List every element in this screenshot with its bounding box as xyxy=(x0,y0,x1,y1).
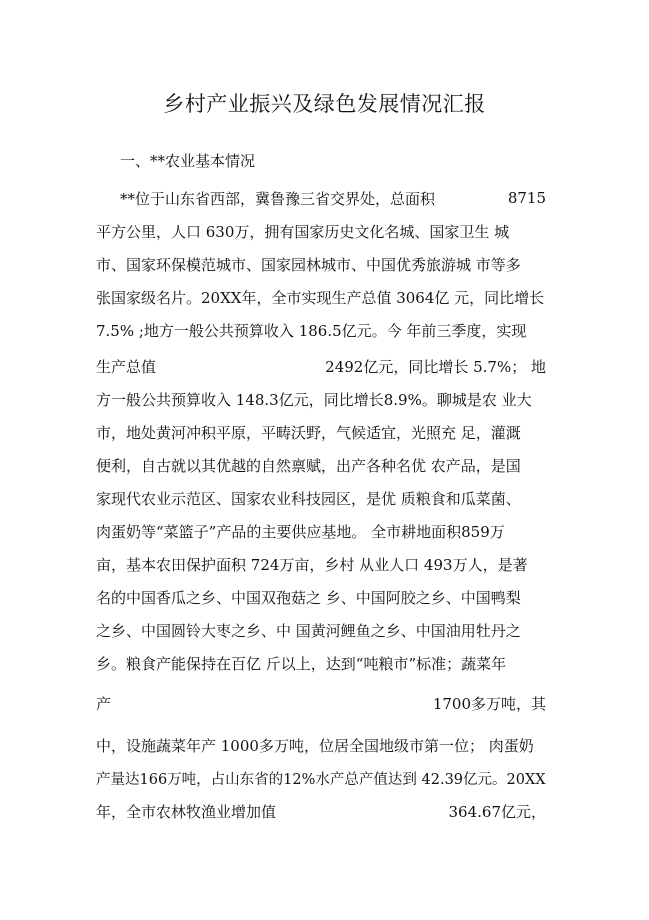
line-text: 名的中国香瓜之乡、中国双孢菇之 乡、中国阿胶之乡、中国鸭梨 xyxy=(96,588,521,607)
body-line-5 xyxy=(96,319,546,341)
body-line-1 xyxy=(120,187,546,209)
line-tail: 364.67亿元， xyxy=(448,802,546,821)
line-tail: 2492亿元，同比增长 5.7%； 地 xyxy=(325,357,546,376)
line-text: **位于山东省西部，冀鲁豫三省交界处，总面积 xyxy=(120,189,436,208)
line-text: 7.5% ;地方一般公共预算收入 186.5亿元。今 年前三季度，实现 xyxy=(96,321,527,340)
line-text: 生产总值 xyxy=(96,357,157,376)
line-text: 产量达166万吨，占山东省的12%水产总产值达到 42.39亿元。20XX xyxy=(96,771,546,788)
body-line-14 xyxy=(96,619,546,641)
line-text: 乡。粮食产能保持在百亿 斤以上，达到“吨粮市”标准；蔬菜年 xyxy=(96,654,507,673)
line-tail: 1700多万吨，其 xyxy=(432,694,546,713)
body-line-16 xyxy=(96,692,546,714)
line-text: 家现代农业示范区、国家农业科技园区，是优 质粮食和瓜菜菌、 xyxy=(96,489,521,508)
document-title: 乡村产业振兴及绿色发展情况汇报 xyxy=(163,92,486,116)
body-line-9 xyxy=(96,454,546,476)
line-text: 中，设施蔬菜年产 1000多万吨，位居全国地级市第一位； 肉蛋奶 xyxy=(96,736,534,755)
body-line-13 xyxy=(96,586,546,608)
body-line-11 xyxy=(96,520,546,542)
line-text: 方一般公共预算收入 148.3亿元，同比增长8.9%。聊城是农 业大 xyxy=(96,390,532,409)
line-text: 年，全市农林牧渔业增加值 xyxy=(96,802,277,821)
body-line-19 xyxy=(96,800,546,822)
line-text: 产 xyxy=(96,694,112,713)
line-text: 亩，基本农田保护面积 724万亩，乡村 从业人口 493万人，是著 xyxy=(96,555,528,574)
body-line-7 xyxy=(96,388,546,410)
body-line-6 xyxy=(96,355,546,377)
line-text: 张国家级名片。20XX年，全市实现生产总值 3064亿 元，同比增长 xyxy=(96,288,545,307)
line-text: 市，地处黄河冲积平原，平畴沃野，气候适宜，光照充 足，灌溉 xyxy=(96,423,521,442)
line-text: 市、国家环保模范城市、国家园林城市、中国优秀旅游城 市等多 xyxy=(96,255,521,274)
body-line-12 xyxy=(96,553,546,575)
line-text: 平方公里，人口 630万，拥有国家历史文化名城、国家卫生 城 xyxy=(96,222,510,241)
line-text: 便利，自古就以其优越的自然禀赋，出产各种名优 农产品，是国 xyxy=(96,456,521,475)
line-text: 之乡、中国圆铃大枣之乡、中 国黄河鲤鱼之乡、中国油用牡丹之 xyxy=(96,621,521,640)
section-heading: 一、**农业基本情况 xyxy=(120,152,256,170)
body-line-18 xyxy=(96,767,546,789)
body-line-17 xyxy=(96,734,546,756)
line-text: 肉蛋奶等“菜篮子”产品的主要供应基地。 全市耕地面积859万 xyxy=(96,522,505,541)
body-line-15 xyxy=(96,652,546,674)
body-line-8 xyxy=(96,421,546,443)
line-tail: 8715 xyxy=(507,189,546,207)
body-line-3 xyxy=(96,253,546,275)
body-line-10 xyxy=(96,487,546,509)
body-line-4 xyxy=(96,286,546,308)
body-line-2 xyxy=(96,220,546,242)
